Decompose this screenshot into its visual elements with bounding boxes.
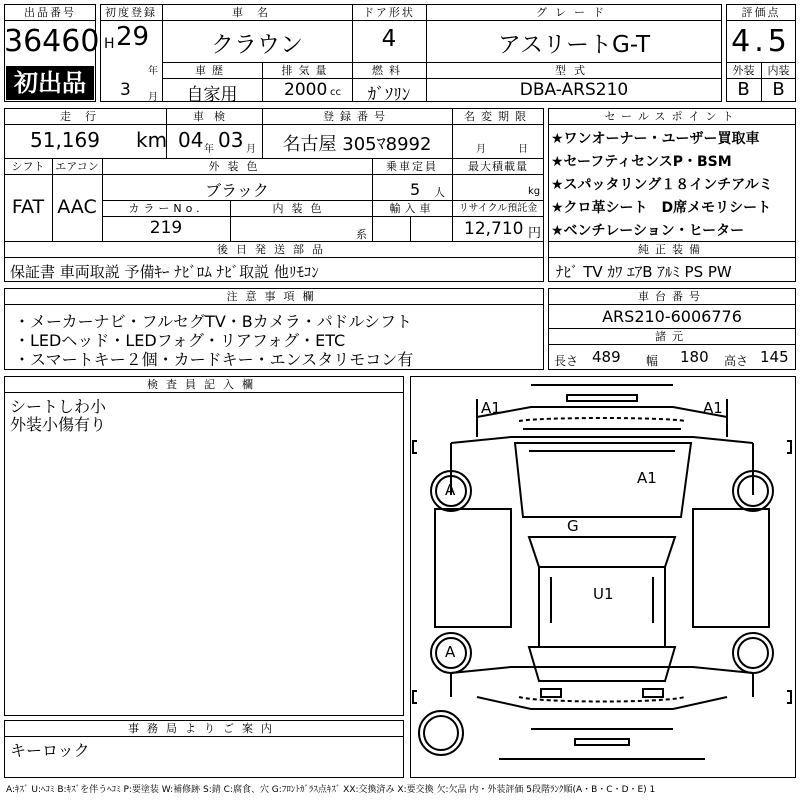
grade-label: グレード bbox=[536, 6, 612, 19]
office-label: 事務局よりご案内 bbox=[128, 722, 280, 735]
notes-line: ・LEDヘッド・LEDフォグ・リアフォグ・ETC bbox=[14, 331, 346, 350]
fuel-label: 燃料 bbox=[372, 64, 406, 77]
grade-value: アスリートG-T bbox=[497, 32, 651, 58]
mileage-label: 走行 bbox=[60, 110, 110, 123]
width-label: 幅 bbox=[646, 354, 659, 368]
doors-value: 4 bbox=[381, 26, 397, 52]
lot-label: 出品番号 bbox=[24, 6, 76, 19]
fuel-value: ｶﾞｿﾘﾝ bbox=[367, 85, 411, 105]
score-ext-value: B bbox=[737, 79, 750, 100]
color-no-value: 219 bbox=[149, 218, 183, 238]
interior-color-label: 内装色 bbox=[272, 202, 330, 215]
sales-points-label: セールスポイント bbox=[604, 110, 740, 123]
score-int-value: B bbox=[772, 79, 785, 100]
inspection-month: 03 bbox=[218, 128, 244, 152]
width-value: 180 bbox=[680, 348, 709, 366]
aircon-value: AAC bbox=[57, 196, 97, 218]
name-change-month-unit: 月 bbox=[476, 144, 486, 155]
chassis-label: 車台番号 bbox=[638, 290, 706, 303]
chassis-value: ARS210-6006776 bbox=[602, 307, 742, 326]
recycle-value: 12,710 bbox=[464, 219, 524, 239]
displacement-label: 排気量 bbox=[281, 64, 333, 77]
score-ext-label: 外装 bbox=[732, 64, 755, 77]
registration-year: 29 bbox=[116, 22, 150, 52]
diagram-label-a1-roof: A1 bbox=[637, 469, 657, 487]
registration-era: H bbox=[104, 36, 115, 52]
notes-label: 注意事項欄 bbox=[226, 290, 322, 303]
notes-line: ・メーカーナビ・フルセグTV・Bカメラ・パドルシフト bbox=[14, 312, 413, 331]
car-outline bbox=[411, 377, 794, 776]
recycle-label: リサイクル預託金 bbox=[458, 203, 538, 214]
color-no-label: カラーNo. bbox=[128, 202, 204, 215]
model-code-value: DBA-ARS210 bbox=[519, 80, 629, 100]
mileage-unit: km bbox=[136, 128, 168, 152]
genuine-label: 純正装備 bbox=[638, 243, 706, 256]
diagram-label-g-glass: G bbox=[567, 517, 579, 535]
doors-label: ドア形状 bbox=[363, 6, 415, 19]
capacity-label: 乗車定員 bbox=[386, 160, 438, 173]
exterior-color-label: 外装色 bbox=[208, 160, 266, 173]
diagram-label-u1-body: U1 bbox=[593, 585, 614, 603]
later-parts-label: 後日発送部品 bbox=[217, 243, 331, 256]
sales-point-item: ★セーフティセンスP・BSM bbox=[551, 154, 732, 170]
inspection-year-unit: 年 bbox=[204, 144, 214, 155]
diagram-label-a-rear-left: A bbox=[445, 643, 456, 661]
recycle-unit: 円 bbox=[528, 226, 542, 241]
score-label: 評価点 bbox=[741, 6, 781, 19]
max-load-label: 最大積載量 bbox=[468, 160, 528, 173]
registration-label: 初度登録 bbox=[105, 6, 157, 19]
diagram-label-a1-left: A1 bbox=[481, 399, 501, 417]
mileage-value: 51,169 bbox=[30, 128, 100, 152]
reg-number-label: 登録番号 bbox=[323, 110, 391, 123]
length-value: 489 bbox=[592, 348, 621, 366]
height-label: 高さ bbox=[724, 354, 749, 368]
sales-point-item: ★クロ革シート D席メモリシート bbox=[551, 200, 772, 216]
height-value: 145 bbox=[760, 348, 789, 366]
exterior-color-value: ブラック bbox=[205, 181, 269, 200]
genuine-value: ﾅﾋﾞ TV ｶﾜ ｴｱB ｱﾙﾐ PS PW bbox=[556, 263, 732, 281]
diagram-label-a1-right: A1 bbox=[703, 399, 723, 417]
name-change-label: 名変期限 bbox=[464, 110, 532, 123]
import-label: 輸入車 bbox=[389, 202, 435, 215]
score-value: 4.5 bbox=[731, 24, 791, 59]
registration-month-unit: 月 bbox=[148, 92, 158, 103]
history-label: 車歴 bbox=[195, 64, 229, 77]
lot-number: 36460 bbox=[4, 24, 100, 59]
reg-number-value: 名古屋 305ﾏ8992 bbox=[282, 134, 432, 155]
displacement-unit: cc bbox=[330, 87, 341, 98]
sales-point-item: ★スパッタリング１８インチアルミ bbox=[551, 177, 773, 193]
legend: A:ｷｽﾞ U:ﾍｺﾐ B:ｷｽﾞを伴うﾍｺﾐ P:要塗装 W:補修跡 S:錆 C:腐食、穴 G:ﾌﾛﾝﾄｶﾞﾗｽ点ｷｽﾞ XX:交換済み X:要交換 欠:欠品 内・外装評価 5段階ﾗﾝｸ順(A・B・C・D・E) 1 bbox=[6, 785, 656, 795]
office-value: キーロック bbox=[10, 741, 90, 760]
notes-line: ・スマートキー２個・カードキー・エンスタリモコン有 bbox=[14, 350, 414, 369]
sales-point-item: ★ベンチレーション・ヒーター bbox=[551, 223, 745, 239]
length-label: 長さ bbox=[554, 354, 579, 368]
inspection-month-unit: 月 bbox=[246, 144, 256, 155]
capacity-value: 5 bbox=[410, 180, 421, 199]
car-name-label: 車名 bbox=[232, 6, 282, 19]
car-name-value: クラウン bbox=[211, 32, 303, 58]
inspector-line: 外装小傷有り bbox=[10, 415, 107, 434]
shift-label: シフト bbox=[11, 160, 45, 173]
dimensions-label: 諸元 bbox=[655, 330, 689, 343]
inspector-label: 検査員記入欄 bbox=[147, 378, 261, 391]
sales-point-item: ★ワンオーナー・ユーザー買取車 bbox=[551, 131, 760, 147]
capacity-unit: 人 bbox=[434, 186, 445, 199]
inspector-line: シートしわ小 bbox=[10, 397, 107, 416]
aircon-label: エアコン bbox=[55, 160, 99, 173]
shift-value: FAT bbox=[11, 196, 45, 218]
interior-color-unit: 系 bbox=[356, 228, 367, 241]
inspection-year: 04 bbox=[178, 128, 204, 152]
later-parts-value: 保証書 車両取説 予備ｷｰ ﾅﾋﾞﾛﾑ ﾅﾋﾞ取説 他ﾘﾓｺﾝ bbox=[10, 263, 319, 281]
diagram-label-a-front-left: A bbox=[445, 481, 456, 499]
registration-month: 3 bbox=[120, 80, 131, 100]
name-change-day-unit: 日 bbox=[518, 144, 528, 155]
max-load-unit: kg bbox=[528, 186, 541, 197]
registration-year-unit: 年 bbox=[148, 66, 158, 77]
model-code-label: 型式 bbox=[555, 64, 593, 77]
first-listing-badge: 初出品 bbox=[6, 66, 94, 100]
history-value: 自家用 bbox=[186, 85, 238, 105]
car-diagram bbox=[410, 376, 796, 778]
score-int-label: 内装 bbox=[767, 64, 790, 77]
inspection-label: 車検 bbox=[193, 110, 235, 123]
displacement-value: 2000 bbox=[284, 80, 328, 100]
